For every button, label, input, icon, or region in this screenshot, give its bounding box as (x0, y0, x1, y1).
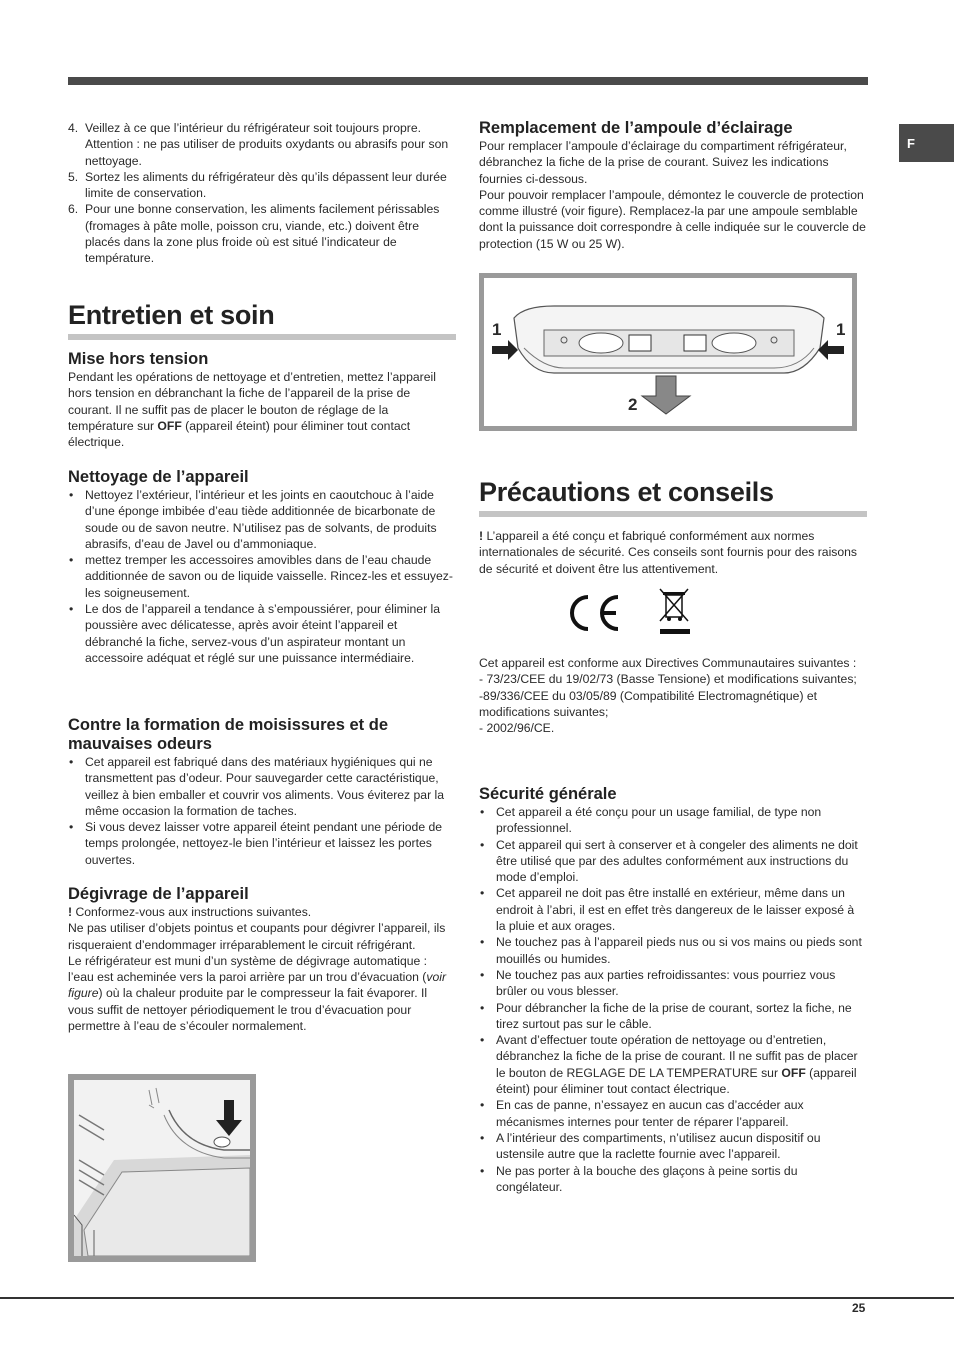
subsection-heading: Remplacement de l’ampoule d’éclairage (479, 119, 793, 137)
moisissures-block (68, 716, 456, 868)
certification-marks (568, 585, 708, 646)
bullet-list (479, 804, 864, 1195)
intro-list-block (68, 120, 456, 267)
lamp-cover-figure (479, 273, 857, 431)
italic-text: voir figure (68, 970, 447, 1001)
bullet-list (68, 487, 456, 666)
list-item: • Cet appareil ne doit pas être installé en extérieur, même dans un endroit à l’abri, il est en effet très dangereux de le laisser exposé à la pluie et aux orages. (479, 885, 864, 934)
section-title: Entretien et soin (68, 300, 275, 330)
list-item: • Ne touchez pas à l’appareil pieds nus ou si vos mains ou pieds sont mouillés ou humides. (479, 934, 864, 967)
list-item: • Cet appareil qui sert à conserver et à congeler des aliments ne doit être utilisé que par des adultes conformément aux instructions du mode d’emploi. (479, 837, 864, 886)
item-number: 4. (68, 121, 79, 135)
mise-hors-tension-block (68, 350, 456, 450)
text: Avant d’effectuer toute opération de nettoyage ou d’entretien, débranchez la fiche de la prise de courant. Il ne suffit pas de placer le bouton de REGLAGE DE LA TEMPERATURE sur (496, 1033, 858, 1080)
degivrage-block (68, 885, 456, 1034)
subsection-heading: Dégivrage de l’appareil (68, 885, 249, 903)
ce-mark-icon (568, 585, 708, 641)
precautions-intro (479, 528, 867, 577)
warning-mark: ! (68, 905, 73, 919)
list-item: • Cet appareil est fabriqué dans des matériaux hygiéniques qui ne transmettent pas d’odeur. Pour sauvegarder cette caractéristique, veillez à bien emballer et couvrir vos aliments. Vous éviterez par la même occasion la formation de taches. (68, 754, 456, 819)
subsection-heading: Nettoyage de l’appareil (68, 468, 249, 486)
item-number: 5. (68, 169, 79, 184)
defrost-drain-figure (68, 1074, 256, 1262)
arrow-left-icon (818, 340, 844, 360)
paragraph: - 2002/96/CE. (479, 721, 555, 736)
list-item (68, 120, 456, 169)
intro-list (68, 120, 456, 267)
warning-mark: ! (479, 529, 484, 543)
list-item: • En cas de panne, n’essayez en aucun cas d’accéder aux mécanismes internes pour tenter de réparer l’appareil. (479, 1097, 864, 1130)
text: (appareil éteint) pour éliminer tout contact électrique. (68, 418, 411, 450)
section-title: Précautions et conseils (479, 477, 774, 507)
nettoyage-block (68, 468, 456, 666)
paragraph: Ne pas utiliser d’objets pointus et coupants pour dégivrer l’appareil, ils risqueraient d’endommager irréparablement le circuit réfrigérant. (68, 921, 446, 952)
subsection-heading: Sécurité générale (479, 785, 617, 803)
defrost-illustration (74, 1080, 250, 1256)
subsection-heading: Contre la formation de moisissures et de mauvaises odeurs (68, 716, 388, 753)
page-number: 25 (852, 1301, 866, 1315)
footer-rule (0, 1297, 954, 1299)
item-text: Veillez à ce que l’intérieur du réfrigérateur soit toujours propre. Attention : ne pas utiliser de produits oxydants ou abrasifs pour son nettoyage. (85, 121, 449, 168)
list-item: • mettez tremper les accessoires amovibles dans de l’eau chaude additionnée de savon ou de liquide vaisselle. Rincez-les et essuyez-les soigneusement. (68, 552, 456, 601)
text: Pendant les opérations de nettoyage et d’entretien, mettez l’appareil hors tension en débranchant la fiche de l’appareil de la prise de courant. Il ne suffit pas de placer le bouton de réglage de la température sur (68, 370, 436, 433)
list-item: • Pour débrancher la fiche de la prise de courant, sortez la fiche, ne tirez surtout pas sur le câble. (479, 1000, 864, 1033)
list-item: • Cet appareil a été conçu pour un usage familial, de type non professionnel. (479, 804, 864, 837)
title-rule (479, 511, 867, 517)
item-number: 6. (68, 202, 79, 217)
bold-text: OFF (157, 418, 182, 433)
precautions-section (479, 476, 867, 517)
list-item: • Le dos de l’appareil a tendance à s’empoussiérer, pour éliminer la poussière avec délicatesse, après avoir éteint l’appareil et débranché la fiche, servez-vous d’un aspirateur montant un accessoire adéquat et réglé sur une puissance intermédiaire. (68, 601, 456, 666)
lamp-cover-illustration (484, 278, 852, 426)
paragraph: - 73/23/CEE du 19/02/73 (Basse Tensione) et modifications suivantes; (479, 672, 857, 687)
securite-block (479, 785, 864, 1195)
bullet-list (68, 754, 456, 868)
ampoule-block (479, 119, 867, 252)
list-item (68, 169, 456, 202)
figure-label: 1 (492, 320, 502, 339)
list-item (68, 201, 456, 266)
item-text: Sortez les aliments du réfrigérateur dès qu’ils dépassent leur durée limite de conservation. (85, 169, 447, 201)
text: Conformez-vous aux instructions suivantes. (72, 905, 312, 919)
text: ) où la chaleur produite par le compresseur la fait évaporer. Il vous suffit de nettoyer périodiquement le trou d’évacuation pour permettre à l’eau de s’écouler normalement. (68, 986, 428, 1034)
list-item: • Nettoyez l’extérieur, l’intérieur et les joints en caoutchouc à l’aide d’une éponge imbibée d’eau tiède additionnée de bicarbonate de soude ou de savon neutre. N’utilisez pas de solvants, de produits abrasifs, d’eau de Javel ou d’ammoniaque. (68, 487, 456, 552)
item-text: Pour une bonne conservation, les aliments facilement périssables (fromages à pâte molle, poisson cru, viande, etc.) doivent être placés dans la zone plus froide où est situé l’indicateur de température. (85, 202, 440, 266)
figure-label: 1 (836, 320, 846, 339)
paragraph: Cet appareil est conforme aux Directives Communautaires suivantes : (479, 656, 857, 670)
list-item (479, 1032, 864, 1097)
paragraph: Pour remplacer l’ampoule d’éclairage du compartiment réfrigérateur, débranchez la fiche de la prise de courant. Suivez les indications fournies ci-dessous. (479, 139, 847, 186)
arrow-down-icon (642, 376, 690, 414)
arrow-down-icon (224, 1100, 234, 1122)
paragraph (68, 953, 456, 1034)
list-item: • Ne touchez pas aux parties refroidissantes: vous pourriez vous brûler ou vous blesser. (479, 967, 864, 1000)
warning-line (68, 904, 456, 920)
subsection-heading: Mise hors tension (68, 350, 209, 368)
text: L’appareil a été conçu et fabriqué conformément aux normes internationales de sécurité. Ces conseils sont fournis pour des raisons de sécurité et doivent être lus attentivement. (479, 529, 858, 576)
header-bar (68, 77, 868, 85)
bold-text: OFF (781, 1065, 806, 1080)
paragraph (479, 528, 867, 577)
list-item: • A l’intérieur des compartiments, n’utilisez aucun dispositif ou ustensile autre que la raclette fournie avec l’appareil. (479, 1130, 864, 1163)
list-item: • Ne pas porter à la bouche des glaçons à peine sortis du congélateur. (479, 1163, 864, 1196)
paragraph: Pour pouvoir remplacer l’ampoule, démontez le couvercle de protection comme illustré (voir figure). Remplacez-la par une ampoule semblable dont la puissance doit correspondre à celle indiquée sur le couvercle de protection (15 W ou 25 W). (479, 187, 866, 251)
paragraph: -89/336/CEE du 03/05/89 (Compatibilité Electromagnétique) et modifications suivantes; (479, 688, 818, 719)
conformity-block (479, 655, 867, 736)
text: Le réfrigérateur est muni d’un système de dégivrage automatique : l’eau est acheminée vers la paroi arrière par un trou d’évacuation ( (68, 953, 428, 985)
list-item: • Si vous devez laisser votre appareil éteint pendant une période de temps prolongée, nettoyez-le bien l’intérieur et laissez les portes ouvertes. (68, 819, 456, 868)
title-rule (68, 334, 456, 340)
figure-canvas (484, 278, 852, 426)
entretien-section (68, 299, 456, 340)
weee-bin-icon (660, 589, 690, 634)
figure-label: 2 (628, 395, 638, 414)
language-tab: F (899, 124, 954, 162)
paragraph (68, 369, 456, 450)
arrow-right-icon (492, 340, 518, 360)
text: (appareil éteint) pour éliminer tout contact électrique. (496, 1065, 857, 1097)
